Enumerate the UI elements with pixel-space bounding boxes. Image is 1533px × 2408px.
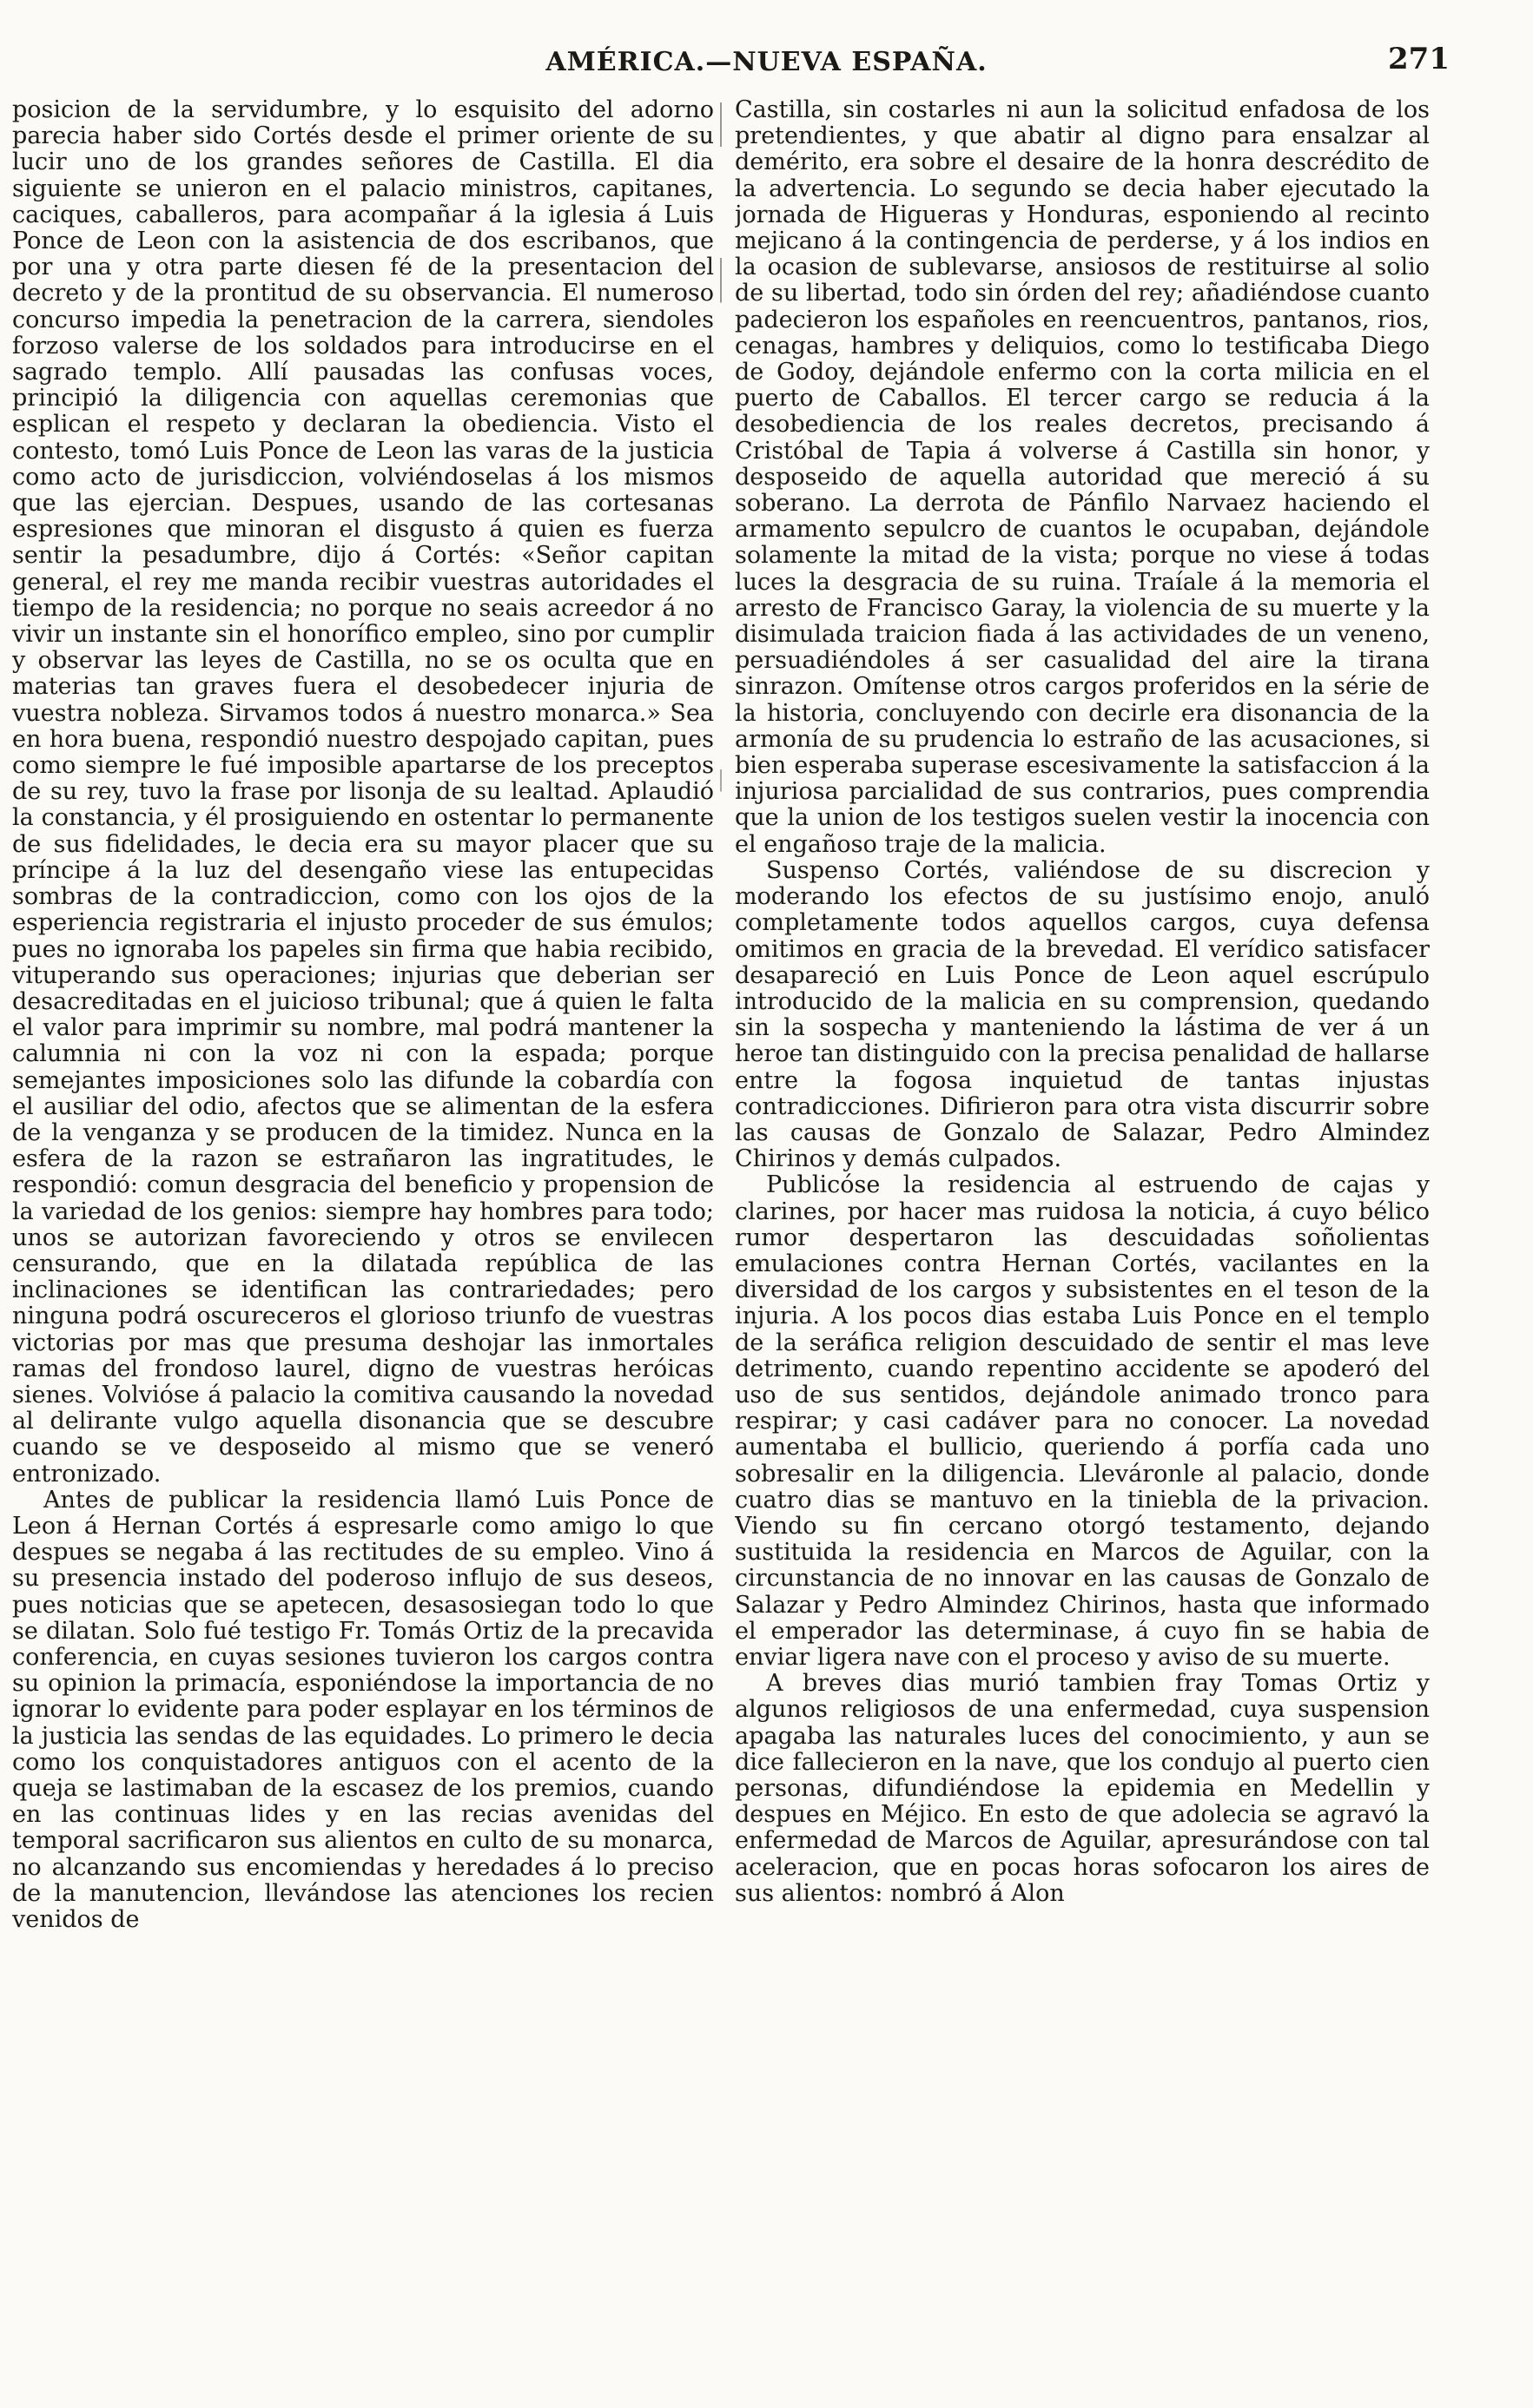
paragraph: Suspenso Cortés, valiéndose de su discrecion y moderando los efectos de su justísimo enojo, anuló completamente todos aquellos cargos, cuya defensa omitimos en gracia de la brevedad. El verídico satisfacer desapareció en Luis Ponce de Leon aquel escrúpulo introducido de la malicia en su comprension, quedando sin la sospecha y manteniendo la lástima de ver á un heroe tan distinguido con la precisa penalidad de hallarse entre la fogosa inquietud de tantas injustas contradicciones. Difirieron para otra vista discurrir sobre las causas de Gonzalo de Salazar, Pedro Almindez Chirinos y demás culpados. bbox=[735, 856, 1430, 1173]
page-number: 271 bbox=[1388, 42, 1450, 76]
paragraph: Antes de publicar la residencia llamó Luis Ponce de Leon á Hernan Cortés á espresarle como amigo lo que despues se negaba á las rectitudes de su empleo. Vino á su presencia instado del poderoso influjo de sus deseos, pues noticias que se apetecen, desasosiegan todo lo que se dilatan. Solo fué testigo Fr. Tomás Ortiz de la precavida conferencia, en cuyas sesiones tuvieron los cargos contra su opinion la primacía, esponiéndose la importancia de no ignorar lo evidente para poder esplayar en los términos de la justicia las sendas de las equidades. Lo primero le decia como los conquistadores antiguos con el acento de la queja se lastimaban de la escasez de los premios, cuando en las continuas lides y en las recias avenidas del temporal sacrificaron sus alientos en culto de su monarca, no alcanzando sus encomiendas y heredades á lo preciso de la manutencion, llevándose las atenciones los recien venidos de bbox=[12, 1486, 714, 1934]
paragraph: Castilla, sin costarles ni aun la solicitud enfadosa de los pretendientes, y que abatir al digno para ensalzar al demérito, era sobre el desaire de la honra descrédito de la advertencia. Lo segundo se decia haber ejecutado la jornada de Higueras y Honduras, esponiendo al recinto mejicano á la contingencia de perderse, y á los indios en la ocasion de sublevarse, ansiosos de restituirse al solio de su libertad, todo sin órden del rey; añadiéndose cuanto padecieron los españoles en reencuentros, pantanos, rios, cenagas, hambres y deliquios, como lo testificaba Diego de Godoy, dejándole enfermo con la corta milicia en el puerto de Caballos. El tercer cargo se reducia á la desobediencia de los reales decretos, precisando á Cristóbal de Tapia á volverse á Castilla sin honor, y desposeido de aquella autoridad que mereció á su soberano. La derrota de Pánfilo Narvaez haciendo el armamento sepulcro de cuantos le ocupaban, dejándole solamente la mitad de la vista; porque no viese á todas luces la desgracia de su ruina. Traíale á la memoria el arresto de Francisco Garay, la violencia de su muerte y la disimulada traicion fiada á las actividades de un veneno, persuadiéndoles á ser casualidad del aire la tirana sinrazon. Omítense otros cargos proferidos en la série de la historia, concluyendo con decirle era disonancia de la armonía de su prudencia lo estraño de las acusaciones, si bien esperaba superase escesivamente la satisfaccion á la injuriosa parcialidad de sus contrarios, pues comprendia que la union de los testigos suelen vestir la inocencia con el engañoso traje de la malicia. bbox=[735, 97, 1430, 858]
paragraph: posicion de la servidumbre, y lo esquisito del adorno parecia haber sido Cortés desde el primer oriente de su lucir uno de los grandes señores de Castilla. El dia siguiente se unieron en el palacio ministros, capitanes, caciques, caballeros, para acompañar á la iglesia á Luis Ponce de Leon con la asistencia de dos escribanos, que por una y otra parte diesen fé de la presentacion del decreto y de la prontitud de su observancia. El numeroso concurso impedia la penetracion de la carrera, siendoles forzoso valerse de los soldados para introducirse en el sagrado templo. Allí pausadas las confusas voces, principió la diligencia con aquellas ceremonias que esplican el respeto y declaran la obediencia. Visto el contesto, tomó Luis Ponce de Leon las varas de la justicia como acto de jurisdiccion, volviéndoselas á los mismos que las ejercian. Despues, usando de las cortesanas espresiones que minoran el disgusto á quien es fuerza sentir la pesadumbre, dijo á Cortés: «Señor capitan general, el rey me manda recibir vuestras autoridades el tiempo de la residencia; no porque no seais acreedor á no vivir un instante sin el honorífico empleo, sino por cumplir y observar las leyes de Castilla, no se os oculta que en materias tan graves fuera el desobedecer injuria de vuestra nobleza. Sirvamos todos á nuestro monarca.» Sea en hora buena, respondió nuestro despojado capitan, pues como siempre le fué imposible apartarse de los preceptos de su rey, tuvo la frase por lisonja de su lealtad. Aplaudió la constancia, y él prosiguiendo en ostentar lo permanente de sus fidelidades, le decia era su mayor placer que su príncipe á la luz del desengaño viese las entupecidas sombras de la contradiccion, como con los ojos de la esperiencia registraria el injusto proceder de sus émulos; pues no ignoraba los papeles sin firma que habia recibido, vituperando sus operaciones; injurias que deberian ser desacreditadas en el juicioso tribunal; que á quien le falta el valor para imprimir su nombre, mal podrá mantener la calumnia ni con la voz ni con la espada; porque semejantes imposiciones solo las difunde la cobardía con el ausiliar del odio, afectos que se alimentan de la esfera de la venganza y se producen de la timidez. Nunca en la esfera de la razon se estrañaron las ingratitudes, le respondió: comun desgracia del beneficio y propension de la variedad de los genios: siempre hay hombres para todo; unos se autorizan favoreciendo y otros se envilecen censurando, que en la dilatada república de las inclinaciones se identifican las contrariedades; pero ninguna podrá oscureceros el glorioso triunfo de vuestras victorias por mas que presuma deshojar las inmortales ramas del frondoso laurel, digno de vuestras heróicas sienes. Volvióse á palacio la comitiva causando la novedad al delirante vulgo aquella disonancia que se descubre cuando se ve desposeido al mismo que se veneró entronizado. bbox=[12, 97, 714, 1488]
running-title: AMÉRICA.—NUEVA ESPAÑA. bbox=[545, 47, 988, 77]
running-header bbox=[0, 42, 1533, 87]
left-column bbox=[12, 97, 714, 2372]
column-divider bbox=[720, 102, 722, 2326]
right-column bbox=[735, 97, 1430, 2372]
paragraph: A breves dias murió tambien fray Tomas Ortiz y algunos religiosos de una enfermedad, cuya suspension apagaba las naturales luces del conocimiento, y aun se dice fallecieron en la nave, que los condujo al puerto cien personas, difundiéndose la epidemia en Medellin y despues en Méjico. En esto de que adolecia se agravó la enfermedad de Marcos de Aguilar, apresurándose con tal aceleracion, que en pocas horas sofocaron los aires de sus alientos: nombró á Alon bbox=[735, 1670, 1430, 1907]
paragraph: Publicóse la residencia al estruendo de cajas y clarines, por hacer mas ruidosa la noticia, á cuyo bélico rumor despertaron las descuidadas soñolientas emulaciones contra Hernan Cortés, vacilantes en la diversidad de los cargos y subsistentes en el teson de la injuria. A los pocos dias estaba Luis Ponce en el templo de la seráfica religion descuidado de sentir el mas leve detrimento, cuando repentino accidente se apoderó del uso de sus sentidos, dejándole animado tronco para respirar; y casi cadáver para no conocer. La novedad aumentaba el bullicio, queriendo á porfía cada uno sobresalir en la diligencia. Lleváronle al palacio, donde cuatro dias se mantuvo en la tiniebla de la privacion. Viendo su fin cercano otorgó testamento, dejando sustituida la residencia en Marcos de Aguilar, con la circunstancia de no innovar en las causas de Gonzalo de Salazar y Pedro Almindez Chirinos, hasta que informado el emperador las determinase, á cuyo fin se habia de enviar ligera nave con el proceso y aviso de su muerte. bbox=[735, 1171, 1430, 1671]
